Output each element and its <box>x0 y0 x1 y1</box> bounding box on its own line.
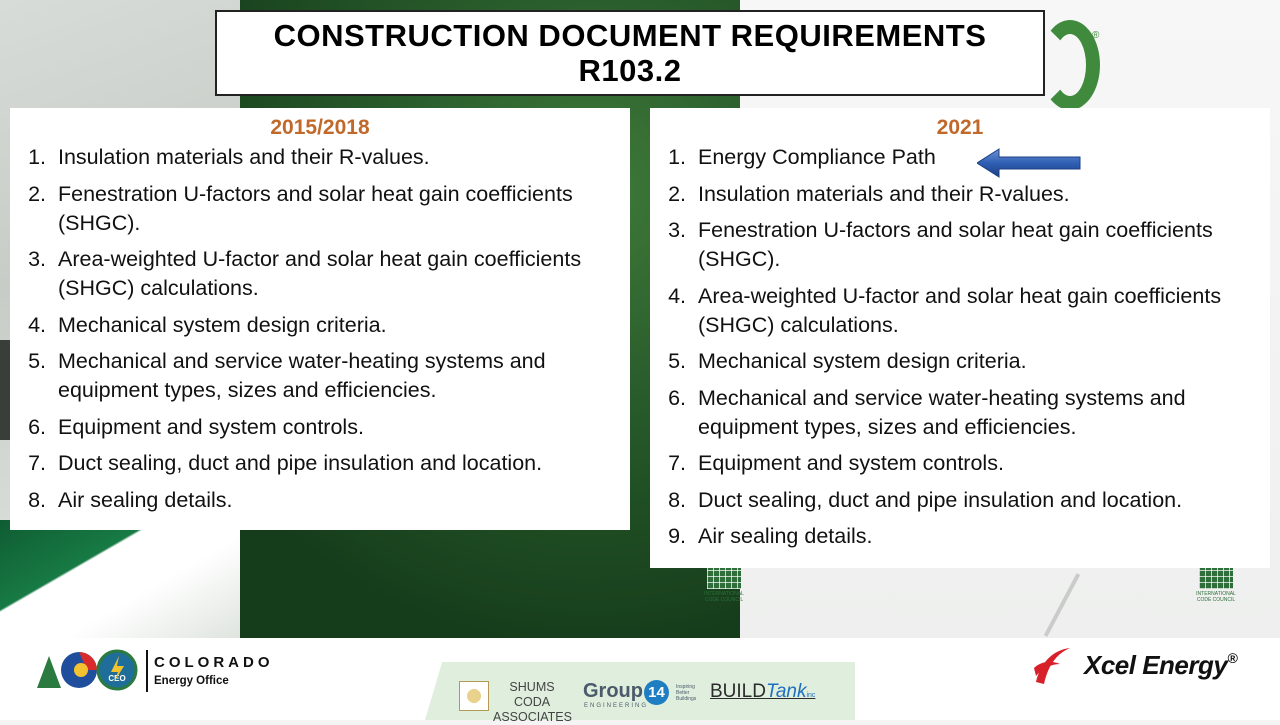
list-number: 5. <box>28 349 46 373</box>
group14-tagline: Inspiring Better Buildings <box>676 684 697 702</box>
list-text: Insulation materials and their R-values. <box>58 145 430 169</box>
list-text: Mechanical system design criteria. <box>58 312 387 337</box>
svg-text:CEO: CEO <box>108 674 126 683</box>
xcel-registered-mark: ® <box>1227 650 1238 666</box>
xcel-energy-swoosh-icon <box>1030 644 1074 688</box>
list-text: Energy Compliance Path <box>698 145 936 169</box>
list-text: Air sealing details. <box>58 487 233 512</box>
list-text: Fenestration U-factors and solar heat gain coefficients (SHGC). <box>698 218 1213 271</box>
icc-logo-left <box>703 567 745 605</box>
panel-2021 <box>650 108 1270 568</box>
shums-line2: ASSOCIATES <box>493 710 572 724</box>
energy-office-label: Energy Office <box>154 675 229 687</box>
list-number: 3. <box>28 247 46 271</box>
iecc-logo-fragment <box>1040 20 1100 110</box>
list-text: Mechanical and service water-heating systems and equipment types, sizes and efficiencies. <box>58 349 546 402</box>
list-number: 2. <box>28 181 46 206</box>
list-item <box>650 282 1270 340</box>
list-number: 9. <box>668 524 686 548</box>
list-number: 8. <box>668 487 686 512</box>
iecc-registered-mark: ® <box>1092 30 1100 41</box>
list-item <box>10 413 630 442</box>
list-text: Duct sealing, duct and pipe insulation and location. <box>58 451 543 475</box>
list-item <box>10 347 630 405</box>
list-text: Mechanical and service water-heating systems and equipment types, sizes and efficiencies. <box>698 385 1186 439</box>
shums-coda-logo <box>493 680 571 725</box>
colorado-energy-office-logo <box>35 648 145 694</box>
icc-grid-icon <box>1199 567 1233 589</box>
list-item <box>650 384 1270 442</box>
icc-logo-text: INTERNATIONAL CODE COUNCIL <box>704 591 744 603</box>
list-text: Air sealing details. <box>698 524 873 548</box>
group14-wordmark: Group <box>583 680 643 702</box>
arrow-left-icon <box>977 148 1081 178</box>
list-item <box>10 143 630 172</box>
list-item <box>10 486 630 515</box>
list-number: 4. <box>28 312 46 337</box>
list-text: Area-weighted U-factor and solar heat gain coefficients (SHGC) calculations. <box>698 283 1222 337</box>
list-text: Duct sealing, duct and pipe insulation and location. <box>698 487 1183 512</box>
list-item <box>10 180 630 238</box>
requirements-list-2015-2018 <box>10 143 630 515</box>
list-number: 6. <box>28 414 46 439</box>
list-number: 4. <box>668 283 686 308</box>
list-text: Equipment and system controls. <box>58 414 364 439</box>
icc-logo-right <box>1195 567 1237 605</box>
list-number: 8. <box>28 487 46 512</box>
list-item <box>10 449 630 478</box>
buildtank-build: BUILD <box>710 681 766 702</box>
panel-2015-2018 <box>10 108 630 530</box>
list-number: 1. <box>28 145 46 169</box>
xcel-energy-wordmark <box>1084 650 1237 681</box>
group14-logo <box>583 680 669 705</box>
list-text: Insulation materials and their R-values. <box>698 181 1070 206</box>
list-number: 3. <box>668 218 686 242</box>
list-item <box>650 522 1270 551</box>
list-item <box>650 143 1270 172</box>
tree-icon <box>37 656 61 688</box>
panel-heading-2021: 2021 <box>936 116 984 139</box>
shums-coda-icon <box>459 681 489 711</box>
buildtank-logo <box>710 681 815 703</box>
background-green-sweep <box>0 520 240 638</box>
list-item <box>650 216 1270 274</box>
buildtank-tank: Tank <box>765 681 807 702</box>
group14-subtitle: ENGINEERING <box>584 703 649 709</box>
list-item <box>10 311 630 340</box>
icc-logo-text: INTERNATIONAL CODE COUNCIL <box>1196 591 1236 603</box>
list-number: 7. <box>28 451 46 475</box>
slide-title-box <box>215 10 1045 96</box>
list-number: 6. <box>668 385 686 410</box>
group14-badge: 14 <box>644 680 669 705</box>
icc-grid-icon <box>707 567 741 589</box>
list-number: 2. <box>668 181 686 206</box>
colorado-wordmark: COLORADO <box>154 654 274 671</box>
list-item <box>10 245 630 303</box>
list-text: Fenestration U-factors and solar heat gain coefficients (SHGC). <box>58 181 573 235</box>
list-text: Equipment and system controls. <box>698 451 1004 475</box>
logo-divider <box>146 650 148 692</box>
list-number: 5. <box>668 349 686 373</box>
list-number: 1. <box>668 145 686 169</box>
xcel-energy-label: Xcel Energy <box>1084 650 1228 680</box>
list-text: Mechanical system design criteria. <box>698 349 1027 373</box>
slide-title: CONSTRUCTION DOCUMENT REQUIREMENTS <box>273 18 987 53</box>
buildtank-inc: inc <box>806 692 816 699</box>
requirements-list-2021 <box>650 143 1270 551</box>
list-item <box>650 347 1270 376</box>
shums-line1: SHUMS CODA <box>509 680 555 709</box>
list-text: Area-weighted U-factor and solar heat gain coefficients (SHGC) calculations. <box>58 247 582 300</box>
list-item <box>650 486 1270 515</box>
list-item <box>650 449 1270 478</box>
list-item <box>650 180 1270 209</box>
slide-subtitle-code: R103.2 <box>578 53 682 88</box>
panel-heading-2015-2018: 2015/2018 <box>270 116 370 139</box>
list-number: 7. <box>668 451 686 475</box>
